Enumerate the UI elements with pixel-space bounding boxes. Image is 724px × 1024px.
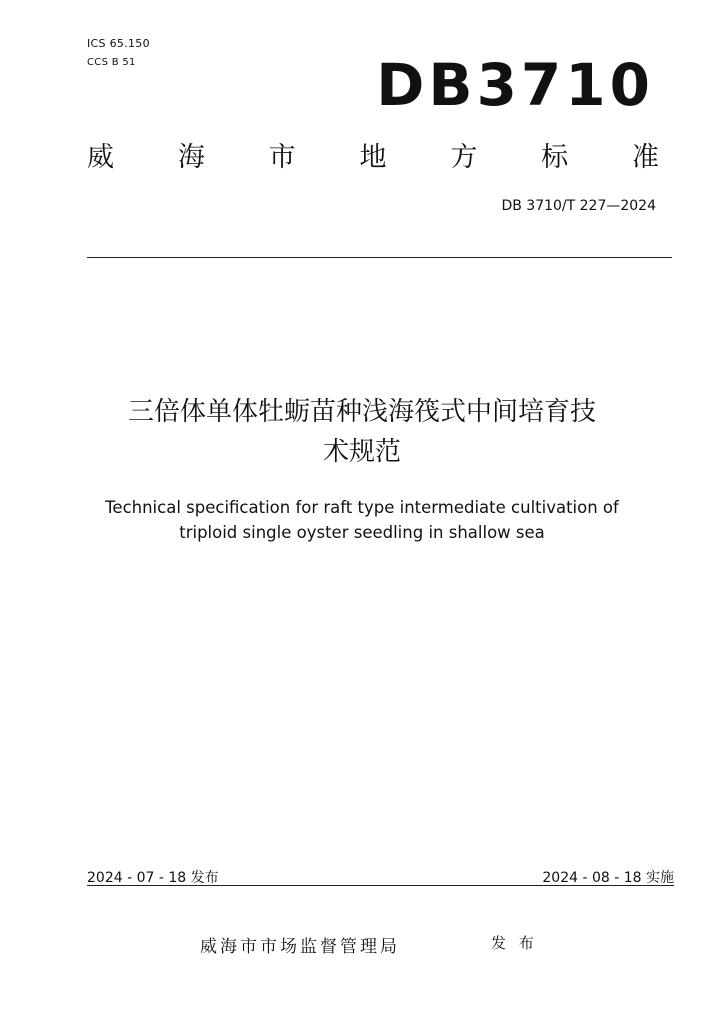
ics-code: ICS 65.150 (87, 37, 150, 50)
standard-type-char: 市 (268, 142, 296, 173)
standard-type-char: 地 (359, 142, 387, 173)
title-english-line-2: triploid single oyster seedling in shallow sea (179, 523, 545, 542)
standard-type-char: 标 (541, 142, 569, 173)
title-chinese-line-1: 三倍体单体牡蛎苗种浅海筏式中间培育技 (127, 397, 596, 427)
standard-number: DB 3710/T 227—2024 (501, 198, 656, 214)
standard-type (87, 142, 659, 174)
title-chinese-line-2: 术规范 (322, 437, 401, 467)
top-divider (87, 257, 672, 258)
title-english-line-1: Technical specification for raft type intermediate cultivation of (105, 498, 619, 517)
issue-date: 2024 - 07 - 18 发布 (87, 870, 219, 886)
title-chinese (70, 392, 654, 472)
standard-type-char: 准 (631, 142, 659, 173)
implement-date: 2024 - 08 - 18 实施 (542, 870, 674, 886)
standard-type-char: 方 (450, 142, 478, 173)
issuing-authority: 威海市市场监督管理局 (200, 937, 400, 957)
bottom-divider (87, 885, 674, 886)
standard-type-char: 海 (177, 142, 205, 173)
standard-code: DB3710 (376, 51, 654, 119)
standard-type-char: 威 (87, 142, 114, 173)
issue-label: 发 布 (491, 934, 538, 952)
title-english (70, 495, 654, 545)
ccs-code: CCS B 51 (87, 57, 136, 68)
